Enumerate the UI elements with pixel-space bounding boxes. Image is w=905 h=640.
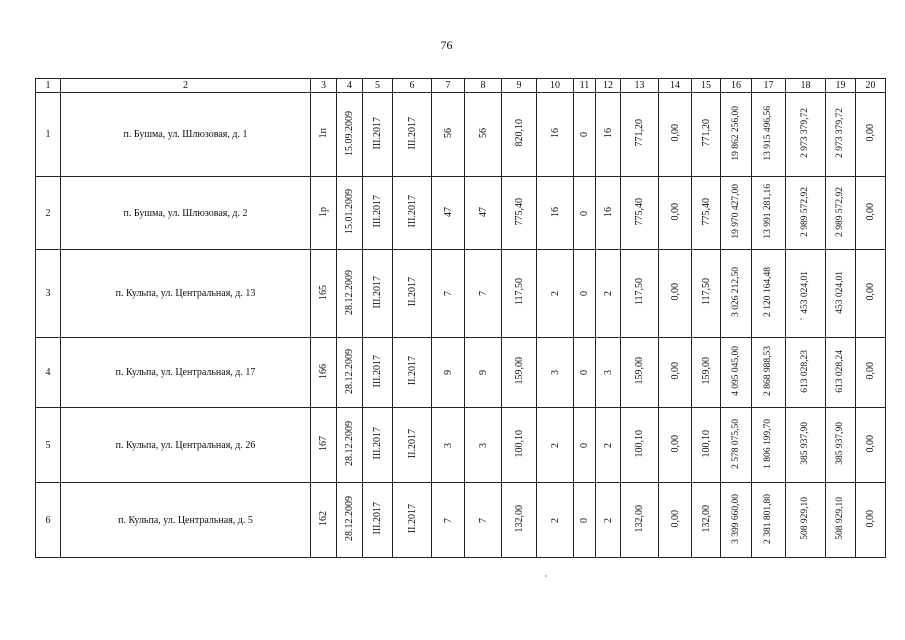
cell-value: 775,40 <box>700 197 712 226</box>
cell-value: 16 <box>549 128 561 138</box>
cell-col-17 <box>752 338 786 408</box>
address-cell: п. Кульпа, ул. Центральная, д. 13 <box>61 250 311 338</box>
cell-value: 117,50 <box>634 278 645 306</box>
cell-col-18 <box>786 408 826 483</box>
cell-value: 508 929,10 <box>800 497 810 540</box>
address-cell: п. Кульпа, ул. Центральная, д. 17 <box>61 338 311 408</box>
cell-col-13 <box>621 483 659 558</box>
cell-col-14 <box>659 177 692 250</box>
cell-col-10 <box>537 250 574 338</box>
cell-col-6 <box>393 93 432 177</box>
row-number-cell: 2 <box>36 177 61 250</box>
cell-col-12 <box>596 408 621 483</box>
cell-value: II.2017 <box>406 428 418 459</box>
header-cell: 8 <box>465 79 502 93</box>
cell-value: 100,10 <box>700 429 712 458</box>
cell-col-11 <box>574 250 596 338</box>
cell-col-7 <box>432 408 465 483</box>
cell-col-14 <box>659 338 692 408</box>
cell-value: III.2017 <box>406 195 418 228</box>
cell-col-20 <box>856 93 886 177</box>
cell-col-6 <box>393 408 432 483</box>
cell-value: 0,00 <box>669 434 681 453</box>
header-cell: 6 <box>393 79 432 93</box>
cell-col-9 <box>502 408 537 483</box>
cell-col-7 <box>432 338 465 408</box>
cell-value: III.2017 <box>372 354 383 388</box>
header-cell: 17 <box>752 79 786 93</box>
table-row <box>36 338 886 408</box>
cell-col-15 <box>692 93 721 177</box>
row-number-cell: 1 <box>36 93 61 177</box>
cell-col-18 <box>786 93 826 177</box>
cell-value: III.2017 <box>372 195 383 228</box>
cell-value: 3 <box>549 370 561 375</box>
cell-value: 385 937,90 <box>800 422 810 465</box>
header-cell: 4 <box>337 79 363 93</box>
cell-col-16 <box>721 250 752 338</box>
cell-value: 159,00 <box>513 357 525 385</box>
table-row <box>36 93 886 177</box>
cell-col-16 <box>721 338 752 408</box>
cell-value: 1р <box>318 206 329 217</box>
cell-col-18 <box>786 250 826 338</box>
cell-col-4 <box>337 250 363 338</box>
cell-col-19 <box>826 250 856 338</box>
cell-value: 771,20 <box>700 119 712 147</box>
cell-value: 3 399 660,00 <box>730 493 741 544</box>
cell-col-16 <box>721 177 752 250</box>
cell-col-8 <box>465 338 502 408</box>
cell-value: 7 <box>442 517 454 523</box>
cell-value: II.2017 <box>406 277 418 307</box>
cell-value: 19 862 256,00 <box>730 105 741 161</box>
cell-value: 166 <box>318 363 329 379</box>
cell-value: 453 024,01 <box>835 270 845 314</box>
header-cell: 20 <box>856 79 886 93</box>
cell-col-15 <box>692 408 721 483</box>
cell-value: 47 <box>442 206 454 217</box>
cell-value: 2 <box>602 517 614 523</box>
table-row <box>36 483 886 558</box>
cell-col-14 <box>659 408 692 483</box>
cell-col-16 <box>721 408 752 483</box>
cell-value: 0,00 <box>865 509 876 528</box>
cell-col-17 <box>752 177 786 250</box>
cell-value: 0,00 <box>865 362 876 380</box>
cell-col-8 <box>465 177 502 250</box>
cell-value: 1 806 199,70 <box>763 418 773 469</box>
cell-value: 0 <box>579 132 590 137</box>
cell-col-11 <box>574 338 596 408</box>
cell-col-9 <box>502 177 537 250</box>
cell-col-15 <box>692 250 721 338</box>
cell-col-17 <box>752 483 786 558</box>
cell-value: 9 <box>477 370 489 375</box>
cell-value: 2 <box>549 517 561 523</box>
cell-col-11 <box>574 408 596 483</box>
cell-col-14 <box>659 93 692 177</box>
cell-col-18 <box>786 483 826 558</box>
header-cell: 12 <box>596 79 621 93</box>
cell-value: 0 <box>579 210 590 216</box>
cell-value: 7 <box>442 291 454 296</box>
cell-value: 28.12.2009 <box>343 421 355 466</box>
cell-value: 159,00 <box>700 357 712 385</box>
cell-value: 613 028,24 <box>835 349 845 393</box>
cell-col-20 <box>856 338 886 408</box>
cell-col-13 <box>621 408 659 483</box>
cell-col-9 <box>502 250 537 338</box>
cell-value: 775,40 <box>513 197 525 226</box>
cell-value: 0,00 <box>669 202 681 221</box>
cell-value: III.2017 <box>372 116 383 150</box>
cell-col-14 <box>659 250 692 338</box>
cell-col-4 <box>337 93 363 177</box>
cell-col-6 <box>393 338 432 408</box>
cell-col-8 <box>465 93 502 177</box>
cell-value: 0,00 <box>865 434 876 453</box>
cell-col-10 <box>537 408 574 483</box>
cell-col-9 <box>502 483 537 558</box>
cell-value: 16 <box>602 206 614 217</box>
cell-col-20 <box>856 483 886 558</box>
header-cell: 7 <box>432 79 465 93</box>
header-cell: 11 <box>574 79 596 93</box>
cell-col-8 <box>465 250 502 338</box>
cell-value: 0 <box>579 442 590 448</box>
cell-value: 453 024,01 <box>800 270 810 314</box>
cell-value: 0,00 <box>669 509 681 528</box>
address-cell: п. Бушма, ул. Шлюзовая, д. 2 <box>61 177 311 250</box>
cell-col-11 <box>574 93 596 177</box>
cell-col-20 <box>856 177 886 250</box>
cell-col-19 <box>826 408 856 483</box>
cell-col-4 <box>337 177 363 250</box>
cell-value: 2 <box>602 442 614 448</box>
cell-col-7 <box>432 93 465 177</box>
cell-value: 28.12.2009 <box>343 496 355 541</box>
header-cell: 15 <box>692 79 721 93</box>
cell-col-11 <box>574 177 596 250</box>
page-number: 76 <box>440 38 453 52</box>
cell-value: 613 028,23 <box>800 349 810 393</box>
cell-col-12 <box>596 483 621 558</box>
cell-col-3 <box>311 338 337 408</box>
row-number-cell: 3 <box>36 250 61 338</box>
cell-col-9 <box>502 338 537 408</box>
header-cell: 14 <box>659 79 692 93</box>
cell-value: III.2017 <box>372 427 383 460</box>
header-cell: 1 <box>36 79 61 93</box>
cell-col-9 <box>502 93 537 177</box>
cell-value: 2 973 379,72 <box>800 108 810 158</box>
cell-col-3 <box>311 250 337 338</box>
cell-col-7 <box>432 483 465 558</box>
cell-col-3 <box>311 408 337 483</box>
cell-value: 3 <box>602 370 614 375</box>
cell-col-12 <box>596 177 621 250</box>
cell-value: 28.12.2009 <box>343 348 355 394</box>
address-cell: п. Кульпа, ул. Центральная, д. 26 <box>61 408 311 483</box>
cell-col-5 <box>363 338 393 408</box>
cell-col-5 <box>363 93 393 177</box>
cell-col-4 <box>337 408 363 483</box>
cell-col-12 <box>596 338 621 408</box>
cell-value: 165 <box>318 284 329 300</box>
scan-speck <box>800 318 802 320</box>
header-cell: 19 <box>826 79 856 93</box>
row-number-cell: 6 <box>36 483 61 558</box>
cell-value: 0,00 <box>669 124 681 142</box>
cell-value: 0,00 <box>669 362 681 380</box>
cell-col-5 <box>363 483 393 558</box>
cell-col-13 <box>621 250 659 338</box>
cell-col-13 <box>621 338 659 408</box>
cell-col-17 <box>752 250 786 338</box>
cell-value: 19 970 427,00 <box>730 184 741 239</box>
cell-value: 2 <box>549 291 561 296</box>
cell-col-16 <box>721 93 752 177</box>
cell-col-16 <box>721 483 752 558</box>
cell-col-3 <box>311 93 337 177</box>
header-cell: 18 <box>786 79 826 93</box>
cell-col-19 <box>826 338 856 408</box>
cell-value: 771,20 <box>634 119 645 147</box>
cell-value: 162 <box>318 511 329 526</box>
cell-col-12 <box>596 93 621 177</box>
row-number-cell: 5 <box>36 408 61 483</box>
cell-value: 2 868 988,53 <box>763 346 773 396</box>
cell-value: 16 <box>549 206 561 217</box>
cell-value: II.2017 <box>406 503 418 534</box>
header-cell: 9 <box>502 79 537 93</box>
cell-col-17 <box>752 93 786 177</box>
cell-value: 0,00 <box>865 202 876 221</box>
cell-value: 2 578 075,50 <box>730 418 741 469</box>
cell-value: 1п <box>318 127 329 139</box>
cell-value: 47 <box>477 206 489 217</box>
cell-value: 0 <box>579 370 590 375</box>
address-cell: п. Бушма, ул. Шлюзовая, д. 1 <box>61 93 311 177</box>
cell-col-14 <box>659 483 692 558</box>
cell-col-18 <box>786 338 826 408</box>
header-cell: 5 <box>363 79 393 93</box>
cell-value: 820,10 <box>513 119 525 147</box>
cell-value: 2 989 572,92 <box>835 186 845 237</box>
cell-value: 2 <box>549 442 561 448</box>
table-row <box>36 177 886 250</box>
cell-col-19 <box>826 93 856 177</box>
cell-value: 2 120 164,48 <box>763 267 773 317</box>
cell-value: 117,50 <box>513 278 525 306</box>
cell-col-10 <box>537 93 574 177</box>
cell-value: 0,00 <box>865 124 876 142</box>
cell-col-15 <box>692 483 721 558</box>
cell-col-6 <box>393 177 432 250</box>
cell-value: 13 991 281,16 <box>763 184 773 239</box>
cell-value: 0 <box>579 291 590 296</box>
cell-value: 2 381 801,80 <box>763 493 773 544</box>
cell-value: 3 <box>442 442 454 448</box>
cell-value: 56 <box>477 128 489 138</box>
cell-value: 132,00 <box>634 504 645 533</box>
cell-col-11 <box>574 483 596 558</box>
row-number-cell: 4 <box>36 338 61 408</box>
cell-value: 56 <box>442 128 454 138</box>
cell-col-15 <box>692 177 721 250</box>
cell-value: 167 <box>318 436 329 451</box>
cell-value: 16 <box>602 128 614 138</box>
cell-value: 15.09.2009 <box>343 110 355 156</box>
header-cell: 2 <box>61 79 311 93</box>
cell-col-20 <box>856 408 886 483</box>
table-row <box>36 408 886 483</box>
address-cell: п. Кульпа, ул. Центральная, д. 5 <box>61 483 311 558</box>
cell-value: 159,00 <box>634 357 645 385</box>
cell-col-12 <box>596 250 621 338</box>
cell-value: 7 <box>477 291 489 296</box>
cell-col-4 <box>337 338 363 408</box>
cell-col-3 <box>311 177 337 250</box>
cell-value: II.2017 <box>406 356 418 386</box>
cell-value: 0 <box>579 517 590 523</box>
cell-col-18 <box>786 177 826 250</box>
header-cell: 13 <box>621 79 659 93</box>
cell-value: 2 989 572,92 <box>800 186 810 237</box>
scan-speck <box>545 575 547 577</box>
cell-col-15 <box>692 338 721 408</box>
cell-col-10 <box>537 177 574 250</box>
cell-value: 3 <box>477 442 489 448</box>
cell-value: 2 973 379,72 <box>835 108 845 158</box>
cell-col-8 <box>465 483 502 558</box>
cell-value: 132,00 <box>700 504 712 533</box>
cell-value: 13 915 496,56 <box>763 105 773 161</box>
cell-value: 117,50 <box>700 278 712 306</box>
cell-value: 775,40 <box>634 197 645 226</box>
cell-col-19 <box>826 483 856 558</box>
cell-col-5 <box>363 408 393 483</box>
cell-value: 4 095 045,00 <box>730 346 741 396</box>
cell-value: 132,00 <box>513 504 525 533</box>
cell-col-20 <box>856 250 886 338</box>
header-cell: 16 <box>721 79 752 93</box>
table-row <box>36 250 886 338</box>
cell-col-19 <box>826 177 856 250</box>
header-cell: 10 <box>537 79 574 93</box>
cell-col-10 <box>537 338 574 408</box>
header-row <box>36 79 886 93</box>
cell-value: 100,10 <box>513 429 525 458</box>
cell-col-13 <box>621 93 659 177</box>
cell-value: 0,00 <box>669 283 681 301</box>
cell-col-17 <box>752 408 786 483</box>
cell-col-8 <box>465 408 502 483</box>
cell-col-7 <box>432 177 465 250</box>
cell-col-4 <box>337 483 363 558</box>
cell-value: 9 <box>442 370 454 375</box>
cell-col-13 <box>621 177 659 250</box>
cell-col-5 <box>363 250 393 338</box>
cell-value: III.2017 <box>406 116 418 150</box>
cell-value: 28.12.2009 <box>343 269 355 315</box>
cell-col-10 <box>537 483 574 558</box>
cell-value: 385 937,90 <box>835 422 845 465</box>
cell-value: III.2017 <box>372 275 383 309</box>
cell-value: 100,10 <box>634 429 645 458</box>
housing-register-table <box>35 78 886 558</box>
header-cell: 3 <box>311 79 337 93</box>
cell-value: III.2017 <box>372 502 383 535</box>
cell-col-6 <box>393 483 432 558</box>
cell-value: 508 929,10 <box>835 497 845 540</box>
cell-value: 7 <box>477 517 489 523</box>
cell-col-6 <box>393 250 432 338</box>
cell-value: 3 026 212,50 <box>730 267 741 317</box>
cell-value: 15.01.2009 <box>343 189 355 234</box>
cell-value: 2 <box>602 291 614 296</box>
cell-value: 0,00 <box>865 283 876 301</box>
cell-col-5 <box>363 177 393 250</box>
cell-col-3 <box>311 483 337 558</box>
cell-col-7 <box>432 250 465 338</box>
